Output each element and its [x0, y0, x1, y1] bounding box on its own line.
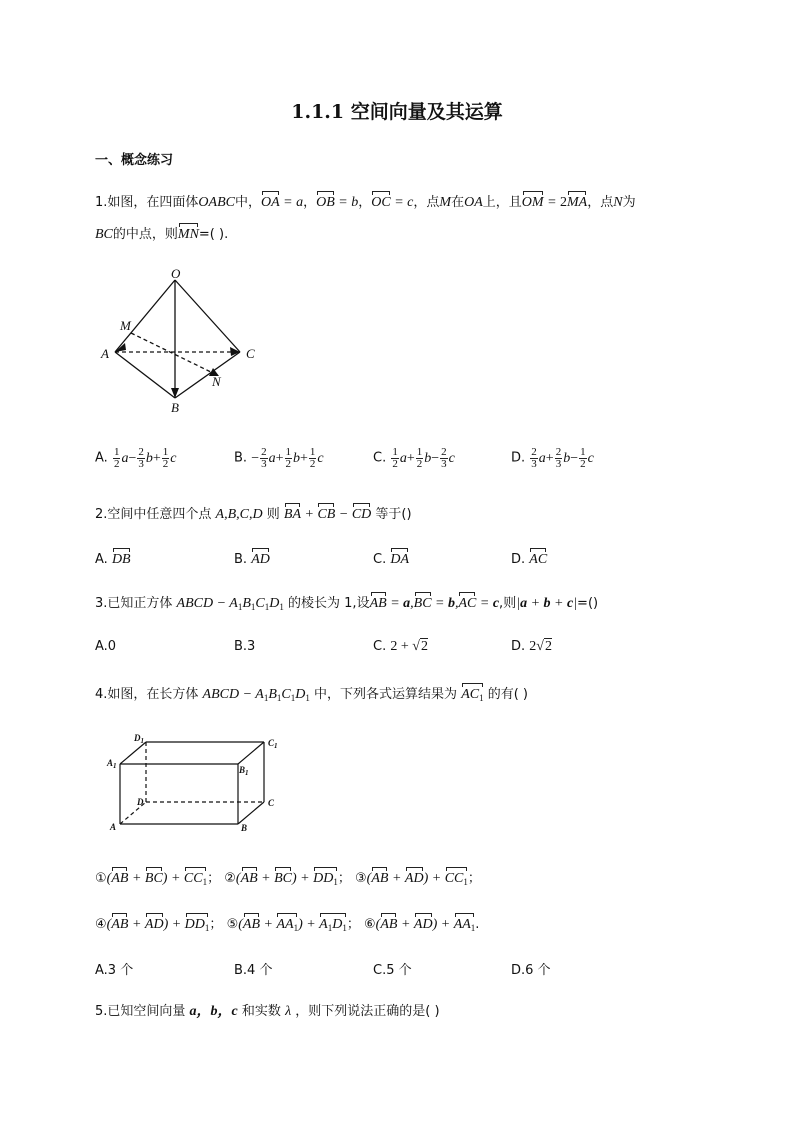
edge-oa	[115, 280, 175, 352]
edge-ab	[115, 352, 175, 398]
q2-option-b[interactable]: B. AD	[234, 547, 270, 568]
arrow-a	[115, 343, 126, 352]
q1-option-d[interactable]: D. $\frac{2}{3}$ a+ $\frac{2}{3}$ b− $\frac{1}{2}$ c	[511, 446, 594, 470]
q1-option-b[interactable]: B. − $\frac{2}{3}$ a+ $\frac{1}{2}$ b+ $\frac{1}{2}$ c	[234, 446, 324, 470]
q4-option-b[interactable]: B.4 个	[234, 963, 273, 978]
q4-option-a[interactable]: A.3 个	[95, 963, 134, 978]
label-a: A	[101, 346, 109, 361]
q1-option-a[interactable]: A. $\frac{1}{2}$ a− $\frac{2}{3}$ b+ $\frac{1}{2}$ c	[95, 446, 177, 470]
edge-oc	[175, 280, 240, 352]
segment-mn	[131, 333, 217, 375]
label-d: D	[137, 797, 144, 807]
label-b: B	[241, 823, 248, 833]
q3-option-d[interactable]: D. 2√2	[511, 639, 552, 654]
label-c: C	[246, 346, 255, 361]
q3-option-a[interactable]: A.0	[95, 639, 117, 654]
q4-option-c[interactable]: C.5 个	[373, 963, 412, 978]
label-b: B	[171, 400, 179, 415]
question-4: 4.如图，在长方体 ABCD − $A_1B_1C_1D_1$ 中，下列各式运算结果为 $AC_1$ 的有( )	[95, 682, 528, 703]
section-heading: 一、概念练习	[95, 153, 174, 168]
label-b1: $B_1$	[239, 765, 249, 777]
page-title: 1.1.1 空间向量及其运算	[291, 101, 503, 123]
arrow-c	[230, 347, 240, 356]
q2-option-c[interactable]: C. DA	[373, 547, 409, 568]
cuboid-figure	[100, 728, 290, 838]
q3-option-c[interactable]: C. 2 + √2	[373, 639, 428, 654]
label-m: M	[120, 318, 131, 333]
label-c1: $C_1$	[268, 738, 278, 750]
question-1-line-2: BC的中点，则MN=( ).	[95, 222, 228, 243]
label-n: N	[212, 374, 221, 389]
q4-expressions-row-1: ①(AB + $BC) + CC_1$； ②(AB + $BC) + DD_1$； ③(AB + $AD) + CC_1$；	[95, 866, 481, 887]
label-c: C	[268, 798, 275, 808]
q3-option-b[interactable]: B.3	[234, 639, 256, 654]
tetrahedron-figure	[95, 262, 270, 417]
label-a1: $A_1$	[107, 758, 117, 770]
question-3: 3.已知正方体 ABCD − $A_1B_1C_1D_1$ 的棱长为 1,设AB = a,BC = b,AC = c,则|a + b + c|=()	[95, 591, 598, 612]
label-o: O	[171, 266, 181, 281]
q4-option-d[interactable]: D.6 个	[511, 963, 551, 978]
q1-option-c[interactable]: C. $\frac{1}{2}$ a+ $\frac{1}{2}$ b− $\frac{2}{3}$ c	[373, 446, 455, 470]
q4-expressions-row-2: ④(AB + $AD) + DD_1$； ⑤(AB + $AA_1) + A_1D_1$； ⑥(AB + $AD) + AA_1$.	[95, 912, 479, 933]
label-a: A	[110, 822, 117, 832]
label-d1: $D_1$	[134, 733, 144, 745]
q2-option-d[interactable]: D. AC	[511, 547, 547, 568]
question-2: 2.空间中任意四个点 A,B,C,D 则 BA + CB − CD 等于()	[95, 502, 412, 523]
question-1-line-1: 1.如图，在四面体OABC中，OA = a，OB = b，OC = c，点M在OA上，且OM = 2MA，点N为	[95, 190, 636, 211]
question-5: 5.已知空间向量 a，b，c 和实数 λ ，则下列说法正确的是( )	[95, 1004, 440, 1019]
q2-option-a[interactable]: A. DB	[95, 547, 131, 568]
